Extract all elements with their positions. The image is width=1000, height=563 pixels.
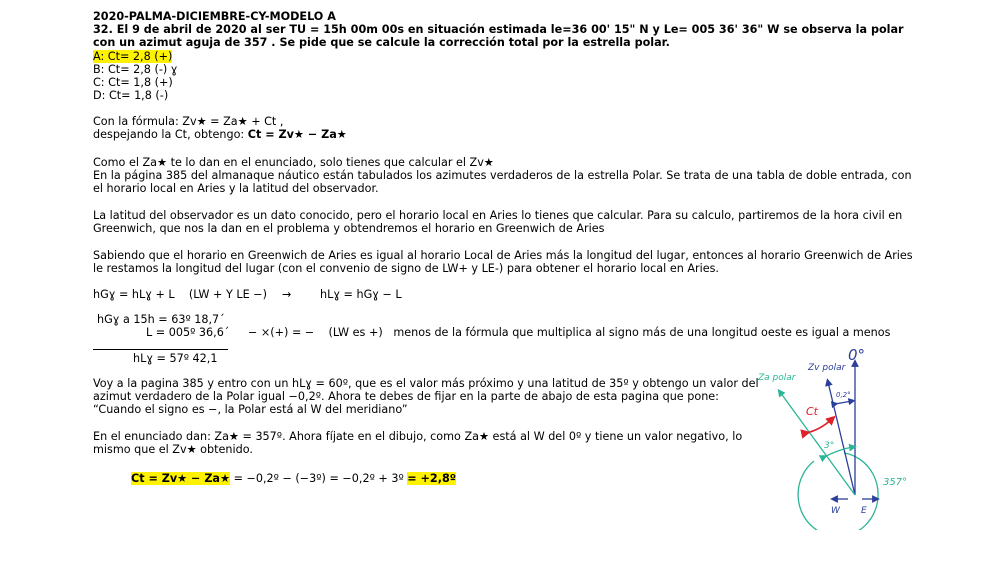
final-result-line (131, 472, 456, 485)
equation-left: hGɣ = hLɣ + L (LW + Y LE −) (93, 288, 267, 301)
answer-option-a (93, 50, 172, 63)
paragraph-4-line-3: “Cuando el signo es −, la Polar está al W del meridiano” (93, 403, 408, 416)
paragraph-4-line-1: Voy a la pagina 385 y entro con un hLɣ = 60º, que es el valor más próximo y una latitud de 35º y obtengo un valor del (93, 377, 759, 390)
calc-longitude: L = 005º 36,6´ (146, 326, 230, 339)
label-zero-degrees: 0° (848, 346, 866, 364)
label-east: E (861, 506, 867, 516)
paragraph-2-line-1: La latitud del observador es un dato conocido, pero el horario local en Aries lo tienes que calcular. Para su calculo, partiremos de la hora civil en (93, 209, 903, 222)
final-computation: = −0,2º − (−3º) = −0,2º + 3º (230, 472, 408, 485)
despejando-prefix: despejando la Ct, obtengo: (93, 128, 248, 141)
answer-option-d: D: Ct= 1,8 (-) (93, 89, 169, 102)
azimuth-circle (798, 453, 878, 530)
paragraph-3-line-1: Sabiendo que el horario en Greenwich de Aries es igual al horario Local de Aries más la longitud del lugar, entonces al horario Greenwich de Aries (93, 249, 913, 262)
calc-result: hLɣ = 57º 42,1 (133, 352, 218, 365)
paragraph-1-line-1: Como el Za★ te lo dan en el enunciado, solo tienes que calcular el Zv★ (93, 156, 494, 169)
zv-angle-marker (835, 401, 852, 404)
paragraph-3-line-2: le restamos la longitud del lugar (con el convenio de signo de LW+ y LE-) para obtener el horario local en Aries. (93, 262, 719, 275)
azimuth-diagram (740, 335, 920, 530)
paragraph-1-line-2: En la página 385 del almanaque náutico están tabulados los azimutes verdaderos de la estrella Polar. Se trata de una tabla de doble entrada, con (93, 169, 912, 182)
paragraph-2-line-2: Greenwich, que nos la dan en el problema y obtendremos el horario en Greenwich de Aries (93, 222, 605, 235)
equation-right: hLɣ = hGɣ − L (320, 288, 402, 301)
paragraph-5-line-1: En el enunciado dan: Za★ = 357º. Ahora fíjate en el dibujo, como Za★ está al W del 0º y tiene un valor negativo, lo (93, 430, 743, 443)
calc-hg-aries: hGɣ a 15h = 63º 18,7´ (97, 313, 225, 326)
ct-angle-marker (806, 419, 832, 433)
despejando-line (93, 128, 347, 141)
label-357-degrees: 357° (883, 477, 908, 488)
document-title: 2020-PALMA-DICIEMBRE-CY-MODELO A (93, 10, 336, 23)
despejando-formula: Ct = Zv★ − Za★ (247, 128, 347, 141)
question-line-1: 32. El 9 de abril de 2020 al ser TU = 15h 00m 00s en situación estimada le=36 00' 15" N y Le= 005 36' 36" W se observa la polar (93, 23, 904, 36)
paragraph-1-line-3: el horario local en Aries y la latitud del observador. (93, 182, 379, 195)
label-ct: Ct (806, 405, 818, 418)
sum-divider (93, 349, 228, 350)
label-zv-polar: Zv polar (808, 363, 846, 373)
final-answer: = +2,8º (407, 472, 457, 485)
answer-option-b: B: Ct= 2,8 (-) ɣ (93, 63, 178, 76)
equation-arrow: → (282, 288, 292, 301)
paragraph-4-line-2: azimut verdadero de la Polar igual −0,2º. Ahora te debes de fijar en la parte de abajo de esta pagina que pone: (93, 390, 719, 403)
label-3-degrees: 3° (824, 441, 835, 451)
answer-option-c: C: Ct= 1,8 (+) (93, 76, 173, 89)
final-formula: Ct = Zv★ − Za★ (131, 472, 231, 485)
calc-sign-note: − ×(+) = − (LW es +) menos de la fórmula que multiplica al signo más de una longitud oeste es igual a menos (248, 326, 891, 339)
formula-line: Con la fórmula: Zv★ = Za★ + Ct , (93, 115, 284, 128)
answer-option-a-label: A: Ct= 2,8 (+) (93, 50, 173, 63)
paragraph-5-line-2: mismo que el Zv★ obtenido. (93, 443, 253, 456)
question-line-2: con un azimut aguja de 357 . Se pide que se calcule la corrección total por la estrella polar. (93, 36, 670, 49)
label-zv-angle: 0,2° (836, 391, 851, 399)
label-za-polar: Za polar (758, 373, 796, 383)
label-west: W (831, 506, 840, 516)
